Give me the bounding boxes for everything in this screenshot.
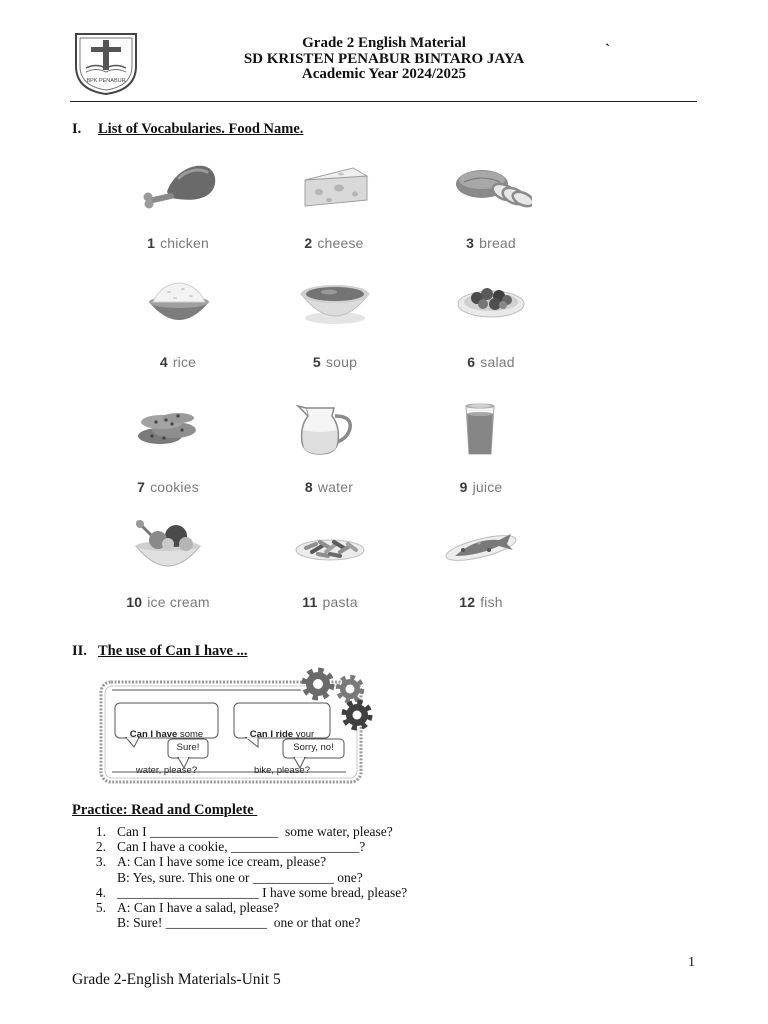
food-label-ice-cream bbox=[108, 594, 228, 610]
practice-item-text: Can I have a cookie, ___________________? bbox=[117, 839, 366, 854]
title-line-2: SD KRISTEN PENABUR BINTARO JAYA bbox=[243, 50, 525, 67]
food-name: cheese bbox=[317, 235, 364, 251]
food-name: pasta bbox=[322, 594, 358, 610]
chicken-icon bbox=[139, 156, 219, 212]
practice-item-number: 5. bbox=[95, 900, 106, 915]
food-number: 4 bbox=[159, 354, 168, 370]
practice-item-number: 2. bbox=[95, 839, 106, 854]
speech-bubble-1-line-2: water, please? bbox=[135, 765, 198, 776]
food-name: water bbox=[317, 479, 354, 495]
speech-bubble-2-line-2: bike, please? bbox=[254, 765, 310, 776]
food-label-soup bbox=[275, 354, 395, 370]
title-line-3: Academic Year 2024/2025 bbox=[301, 66, 467, 82]
practice-item-number: 1. bbox=[95, 824, 106, 839]
food-name: fish bbox=[480, 594, 503, 610]
food-name: ice cream bbox=[147, 594, 210, 610]
food-label-rice bbox=[118, 354, 238, 370]
practice-item-text: A: Can I have a salad, please? bbox=[117, 900, 280, 915]
speech-bubble-1-line-1 bbox=[115, 729, 218, 741]
ice-cream-bowl-icon bbox=[128, 516, 208, 572]
section-2-title: The use of Can I have ... bbox=[98, 643, 248, 659]
logo-text: BPK PENABUR bbox=[86, 78, 126, 84]
salad-plate-icon bbox=[451, 274, 531, 330]
food-number: 1 bbox=[147, 235, 156, 251]
practice-item-text: A: Can I have some ice cream, please? bbox=[117, 854, 327, 869]
food-number: 7 bbox=[137, 479, 146, 495]
section-1-title: List of Vocabularies. Food Name. bbox=[98, 121, 304, 137]
food-name: salad bbox=[480, 354, 515, 370]
speech-bubble-2-rest: your bbox=[293, 729, 315, 740]
page-number: 1 bbox=[688, 955, 695, 970]
food-name: chicken bbox=[160, 235, 209, 251]
food-name: juice bbox=[472, 479, 503, 495]
food-label-cookies bbox=[108, 479, 228, 495]
document-title bbox=[0, 36, 768, 83]
practice-item-number: 4. bbox=[95, 885, 106, 900]
speech-bubble-1-rest: some bbox=[177, 729, 204, 740]
food-label-fish bbox=[421, 594, 541, 610]
practice-item-text: B: Yes, sure. This one or ____________ one? bbox=[117, 870, 363, 885]
speech-bubble-1-bold: Can I have bbox=[129, 729, 178, 740]
practice-item-number: 3. bbox=[95, 854, 106, 869]
stray-mark: ` bbox=[605, 42, 610, 58]
food-number: 11 bbox=[302, 594, 318, 610]
food-name: cookies bbox=[150, 479, 199, 495]
bread-icon bbox=[452, 156, 532, 212]
reply-bubble-1-text: Sure! bbox=[176, 742, 200, 753]
rice-bowl-icon bbox=[139, 274, 219, 330]
speech-bubble-2-line-1 bbox=[234, 729, 330, 741]
reply-bubble-2-text: Sorry, no! bbox=[293, 742, 334, 753]
header-divider bbox=[70, 101, 697, 102]
food-name: soup bbox=[325, 354, 358, 370]
cheese-icon bbox=[295, 156, 375, 212]
food-number: 6 bbox=[467, 354, 476, 370]
food-number: 3 bbox=[466, 235, 475, 251]
food-label-water bbox=[269, 479, 389, 495]
water-jug-icon bbox=[288, 400, 368, 456]
food-label-bread bbox=[431, 235, 551, 251]
juice-glass-icon bbox=[440, 400, 520, 456]
practice-item-text: _____________________ I have some bread, please? bbox=[117, 885, 408, 900]
food-label-chicken bbox=[118, 235, 238, 251]
food-number: 10 bbox=[126, 594, 143, 610]
food-number: 8 bbox=[304, 479, 313, 495]
food-name: rice bbox=[172, 354, 197, 370]
cookies-icon bbox=[128, 400, 208, 456]
footer-text: Grade 2-English Materials-Unit 5 bbox=[72, 971, 281, 988]
food-number: 2 bbox=[304, 235, 313, 251]
speech-bubble-2-bold: Can I ride bbox=[249, 729, 294, 740]
food-label-pasta bbox=[270, 594, 390, 610]
food-label-salad bbox=[431, 354, 551, 370]
soup-bowl-icon bbox=[295, 274, 375, 330]
practice-title: Practice: Read and Complete bbox=[72, 802, 258, 818]
food-number: 5 bbox=[312, 354, 321, 370]
food-number: 9 bbox=[459, 479, 468, 495]
pasta-plate-icon bbox=[290, 516, 370, 572]
section-1-number: I. bbox=[72, 121, 82, 137]
section-2-number: II. bbox=[72, 643, 87, 659]
practice-item-text: Can I ___________________ some water, please? bbox=[117, 824, 393, 839]
food-name: bread bbox=[479, 235, 516, 251]
food-label-cheese bbox=[274, 235, 394, 251]
title-line-1: Grade 2 English Material bbox=[302, 35, 466, 51]
practice-item-text: B: Sure! _______________ one or that one? bbox=[117, 915, 361, 930]
fish-plate-icon bbox=[441, 516, 521, 572]
food-label-juice bbox=[421, 479, 541, 495]
food-number: 12 bbox=[459, 594, 476, 610]
